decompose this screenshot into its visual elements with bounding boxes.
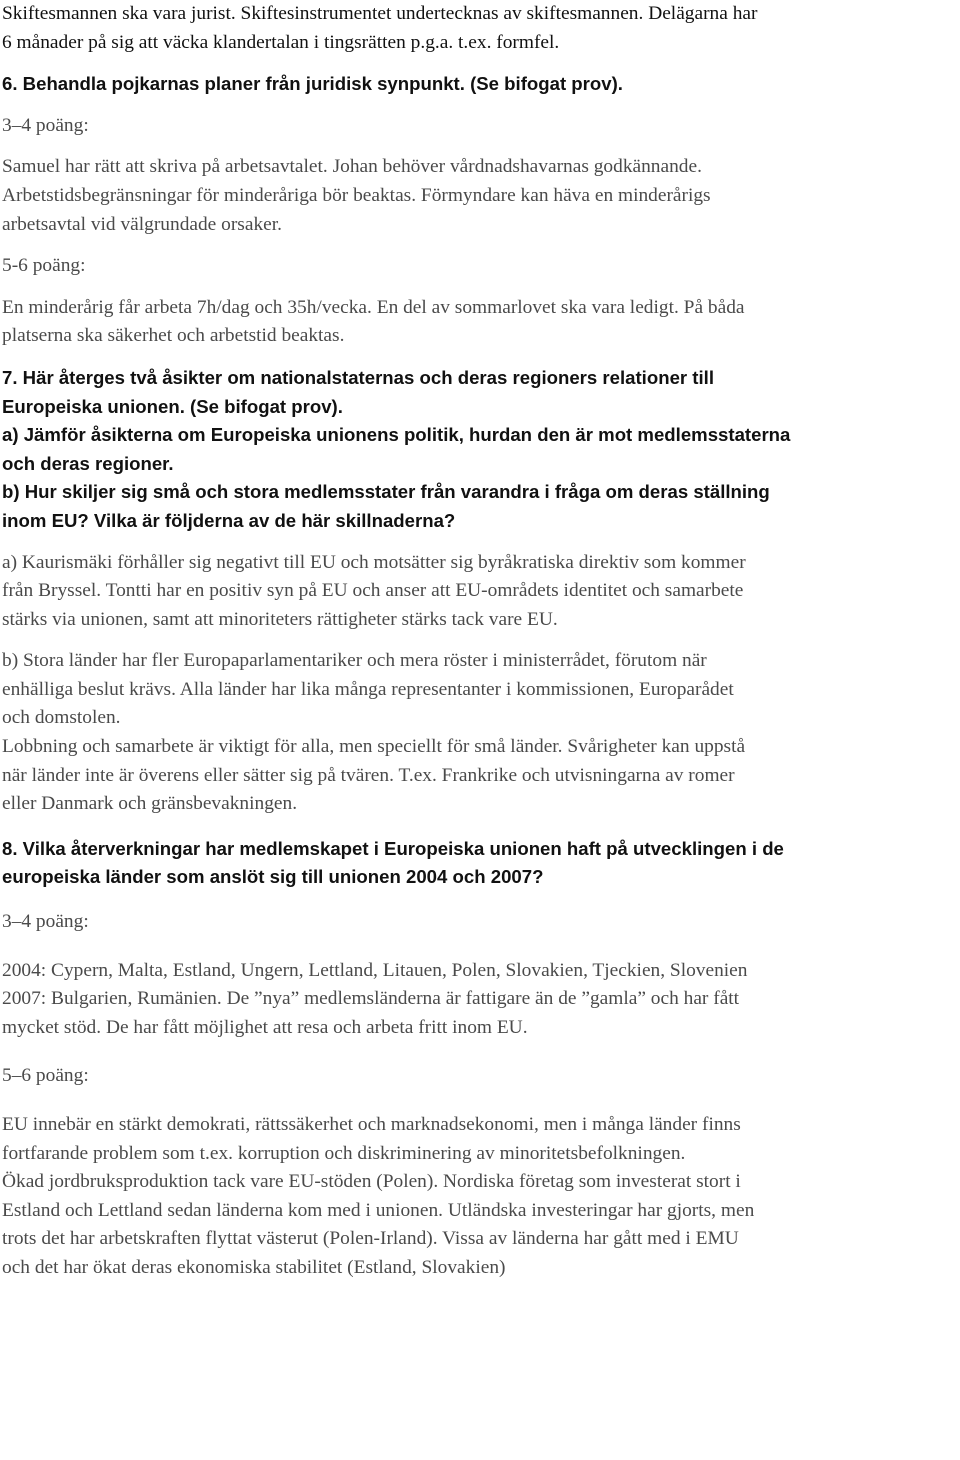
intro-paragraph — [2, 0, 960, 57]
question-line: a) Jämför åsikterna om Europeiska unionens politik, hurdan den är mot medlemsstaterna — [2, 424, 791, 446]
question-line: b) Hur skiljer sig små och stora medlemsstater från varandra i fråga om deras ställning — [2, 481, 770, 503]
text-line: 2007: Bulgarien, Rumänien. De ”nya” medlemsländerna är fattigare än de ”gamla” och har fått — [2, 988, 740, 1010]
answer-8-basic — [2, 957, 960, 1043]
points-label: 5-6 poäng: — [2, 255, 86, 277]
question-line: Europeiska unionen. (Se bifogat prov). — [2, 395, 343, 417]
text-line: mycket stöd. De har fått möjlighet att resa och arbeta fritt inom EU. — [2, 1016, 528, 1038]
question-line: 8. Vilka återverkningar har medlemskapet i Europeiska unionen haft på utvecklingen i de — [2, 837, 784, 859]
text-line: från Bryssel. Tontti har en positiv syn på EU och anser att EU-områdets identitet och samarbete — [2, 580, 744, 602]
points-label-3-4 — [2, 112, 960, 141]
text-line: b) Stora länder har fler Europaparlamentariker och mera röster i ministerrådet, förutom när — [2, 650, 707, 672]
question-line: inom EU? Vilka är följderna av de här skillnaderna? — [2, 509, 456, 531]
question-line: 7. Här återges två åsikter om nationalstaternas och deras regioners relationer till — [2, 366, 715, 388]
text-line: EU innebär en stärkt demokrati, rättssäkerhet och marknadsekonomi, men i många länder finns — [2, 1114, 741, 1135]
question-6-heading — [2, 70, 960, 99]
points-label-3-4-q8 — [2, 908, 960, 937]
points-label-5-6-q8 — [2, 1062, 960, 1091]
text-line: Estland och Lettland sedan länderna kom med i unionen. Utländska investeringar har gjorts, men — [2, 1199, 755, 1221]
question-7-heading — [2, 364, 960, 536]
question-8-heading — [2, 835, 960, 892]
text-line: Skiftesmannen ska vara jurist. Skiftesinstrumentet undertecknas av skiftesmannen. Delägarna har — [2, 3, 758, 24]
text-line: eller Danmark och gränsbevakningen. — [2, 793, 298, 815]
answer-7a — [2, 549, 960, 635]
answer-6-advanced — [2, 294, 960, 351]
text-line: trots det har arbetskraften flyttat västerut (Polen-Irland). Vissa av länderna har gått med i EMU — [2, 1228, 739, 1250]
text-line: Samuel har rätt att skriva på arbetsavtalet. Johan behöver vårdnadshavarnas godkännande. — [2, 156, 702, 178]
text-line: när länder inte är överens eller sätter sig på tvären. T.ex. Frankrike och utvisningarna av romer — [2, 764, 735, 786]
points-label: 3–4 poäng: — [2, 114, 89, 136]
text-line: och det har ökat deras ekonomiska stabilitet (Estland, Slovakien) — [2, 1256, 506, 1278]
question-line: europeiska länder som anslöt sig till unionen 2004 och 2007? — [2, 866, 544, 888]
text-line: arbetsavtal vid välgrundade orsaker. — [2, 213, 282, 235]
text-line: platserna ska säkerhet och arbetstid beaktas. — [2, 325, 345, 347]
points-label: 5–6 poäng: — [2, 1065, 89, 1087]
answer-6-basic — [2, 153, 960, 239]
text-line: 2004: Cypern, Malta, Estland, Ungern, Lettland, Litauen, Polen, Slovakien, Tjeckien, Slovenien — [2, 959, 748, 981]
answer-8-advanced — [2, 1111, 960, 1283]
text-line: En minderårig får arbeta 7h/dag och 35h/vecka. En del av sommarlovet ska vara ledigt. På båda — [2, 296, 745, 318]
question-line: och deras regioner. — [2, 452, 174, 474]
text-line: a) Kaurismäki förhåller sig negativt till EU och motsätter sig byråkratiska direktiv som kommer — [2, 551, 746, 573]
text-line: fortfarande problem som t.ex. korruption och diskriminering av minoritetsbefolkningen. — [2, 1142, 686, 1164]
points-label: 3–4 poäng: — [2, 911, 89, 933]
text-line: stärks via unionen, samt att minoriteters rättigheter stärks tack vare EU. — [2, 608, 558, 630]
text-line: och domstolen. — [2, 707, 121, 729]
text-line: Ökad jordbruksproduktion tack vare EU-stöden (Polen). Nordiska företag som investerat stort i — [2, 1171, 741, 1193]
text-line: enhälliga beslut krävs. Alla länder har lika många representanter i kommissionen, Europarådet — [2, 678, 734, 700]
question-line: 6. Behandla pojkarnas planer från juridisk synpunkt. (Se bifogat prov). — [2, 73, 623, 95]
answer-7b — [2, 647, 960, 819]
text-line: Arbetstidsbegränsningar för minderåriga bör beaktas. Förmyndare kan häva en minderårigs — [2, 184, 711, 206]
text-line: Lobbning och samarbete är viktigt för alla, men speciellt för små länder. Svårigheter kan uppstå — [2, 736, 746, 758]
text-line: 6 månader på sig att väcka klandertalan i tingsrätten p.g.a. t.ex. formfel. — [2, 31, 560, 53]
points-label-5-6 — [2, 252, 960, 281]
